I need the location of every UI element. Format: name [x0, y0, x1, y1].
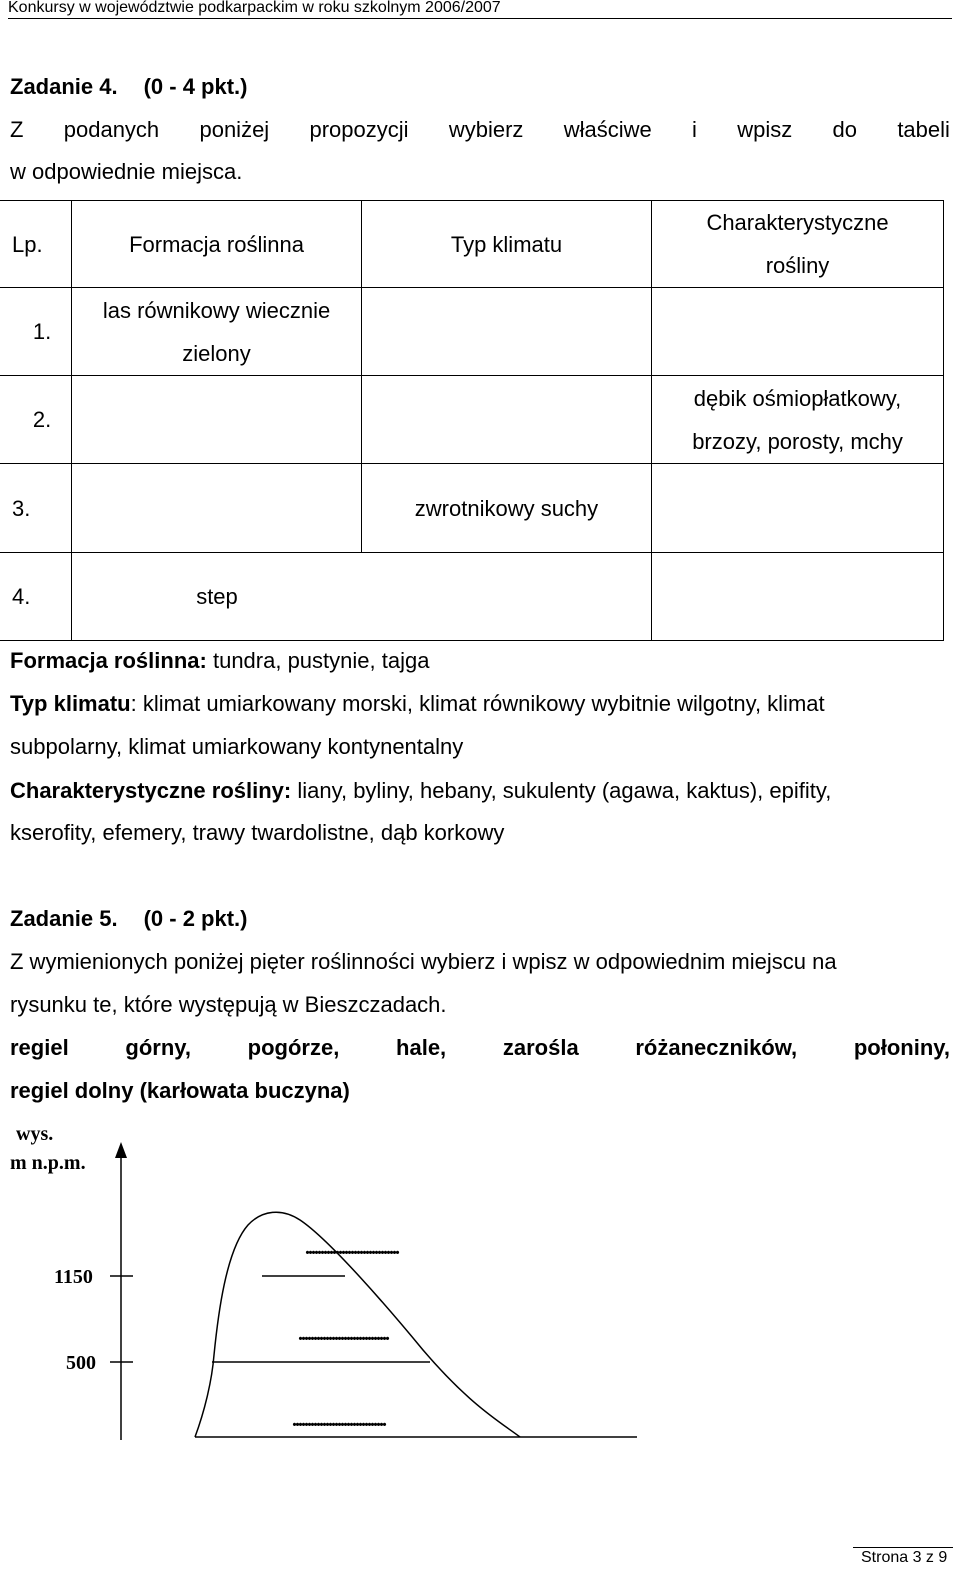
row2-typ[interactable]	[361, 376, 651, 464]
blank-top[interactable]: ...............................	[305, 1237, 398, 1259]
row3-formacja[interactable]	[72, 464, 362, 553]
row1-formacja-line2: zielony	[182, 340, 251, 366]
task4-instruction-line1	[10, 119, 950, 141]
options-formacja	[10, 650, 429, 672]
options-char-label: Charakterystyczne rośliny:	[10, 778, 292, 803]
options-char	[10, 780, 831, 802]
instr-word: właściwe	[563, 117, 652, 142]
option-word: różaneczników,	[635, 1035, 798, 1060]
option-word: połoniny,	[853, 1035, 950, 1060]
row1-formacja-line1: las równikowy wiecznie	[102, 297, 331, 323]
task4-points: (0 - 4 pkt.)	[143, 74, 248, 99]
blank-bottom[interactable]: ...............................	[292, 1409, 385, 1431]
row1-char[interactable]	[652, 288, 944, 376]
instr-word: tabeli	[897, 117, 950, 142]
mountain-diagram	[0, 1110, 660, 1450]
options-typ-values-line1: : klimat umiarkowany morski, klimat równikowy wybitnie wilgotny, klimat	[130, 691, 825, 716]
page-number: Strona 3 z 9	[861, 1549, 948, 1566]
table-row	[0, 376, 944, 464]
row1-lp: 1.	[0, 288, 72, 376]
option-word: pogórze,	[247, 1035, 340, 1060]
axis-label-line1: wys.	[16, 1123, 54, 1145]
row2-lp: 2.	[0, 376, 72, 464]
task5-title: Zadanie 5.	[10, 906, 118, 931]
row3-char[interactable]	[652, 464, 944, 553]
instr-word: podanych	[63, 117, 160, 142]
options-formacja-values: tundra, pustynie, tajga	[212, 648, 430, 673]
instr-word: wpisz	[737, 117, 793, 142]
options-typ-line2: subpolarny, klimat umiarkowany kontynentalny	[10, 734, 464, 759]
options-char-line2: kserofity, efemery, trawy twardolistne, dąb korkowy	[10, 820, 505, 845]
options-typ-label: Typ klimatu	[10, 691, 131, 716]
option-word: hale,	[396, 1035, 447, 1060]
row4-formacja: step	[72, 553, 652, 641]
task4-title: Zadanie 4.	[10, 74, 118, 99]
instr-word: Z	[10, 117, 24, 142]
tick-label-500: 500	[66, 1352, 96, 1374]
row2-char-line1: dębik ośmiopłatkowy,	[693, 385, 902, 411]
row3-typ: zwrotnikowy suchy	[361, 464, 651, 553]
row4-char[interactable]	[652, 553, 944, 641]
task5-options-line2: regiel dolny (karłowata buczyna)	[10, 1078, 350, 1103]
instr-word: poniżej	[199, 117, 270, 142]
header-lp: Lp.	[0, 201, 72, 288]
row4-lp: 4.	[0, 553, 72, 641]
task5-options-line1	[10, 1037, 950, 1059]
table-row	[0, 464, 944, 553]
instr-word: wybierz	[448, 117, 524, 142]
table-row	[0, 553, 944, 641]
row2-char	[652, 376, 944, 464]
instr-word: i	[692, 117, 697, 142]
task5-points: (0 - 2 pkt.)	[143, 906, 248, 931]
row2-formacja[interactable]	[72, 376, 362, 464]
row1-typ[interactable]	[361, 288, 651, 376]
row3-lp: 3.	[0, 464, 72, 553]
option-word: regiel	[10, 1035, 69, 1060]
tick-label-1150: 1150	[54, 1266, 93, 1288]
footer-divider	[853, 1547, 953, 1548]
header-typ: Typ klimatu	[361, 201, 651, 288]
instr-word: do	[832, 117, 858, 142]
option-word: górny,	[125, 1035, 191, 1060]
header-char-line2: rośliny	[765, 253, 830, 278]
options-typ	[10, 693, 825, 715]
task5-instruction-line2: rysunku te, które występują w Bieszczadach.	[10, 992, 447, 1017]
header-formacja: Formacja roślinna	[72, 201, 362, 288]
blank-middle[interactable]: ..............................	[298, 1323, 388, 1345]
page-header: Konkursy w województwie podkarpackim w roku szkolnym 2006/2007	[8, 0, 952, 19]
option-word: zarośla	[502, 1035, 579, 1060]
task4-table	[0, 200, 944, 641]
row1-formacja	[72, 288, 362, 376]
table-row	[0, 288, 944, 376]
axis-label-line2: m n.p.m.	[10, 1152, 86, 1174]
task5-heading	[10, 908, 248, 930]
options-formacja-label: Formacja roślinna:	[10, 648, 207, 673]
instr-word: propozycji	[309, 117, 409, 142]
y-axis-arrow	[115, 1142, 127, 1158]
table-header-row	[0, 201, 944, 288]
header-char-line1: Charakterystyczne	[706, 210, 889, 235]
options-char-values-line1: liany, byliny, hebany, sukulenty (agawa, kaktus), epifity,	[297, 778, 832, 803]
task4-instruction-line2: w odpowiednie miejsca.	[10, 159, 243, 184]
row2-char-line2: brzozy, porosty, mchy	[692, 428, 903, 454]
header-char	[652, 201, 944, 288]
task5-instruction-line1: Z wymienionych poniżej pięter roślinności wybierz i wpisz w odpowiednim miejscu na	[10, 949, 837, 974]
task4-heading	[10, 76, 248, 98]
